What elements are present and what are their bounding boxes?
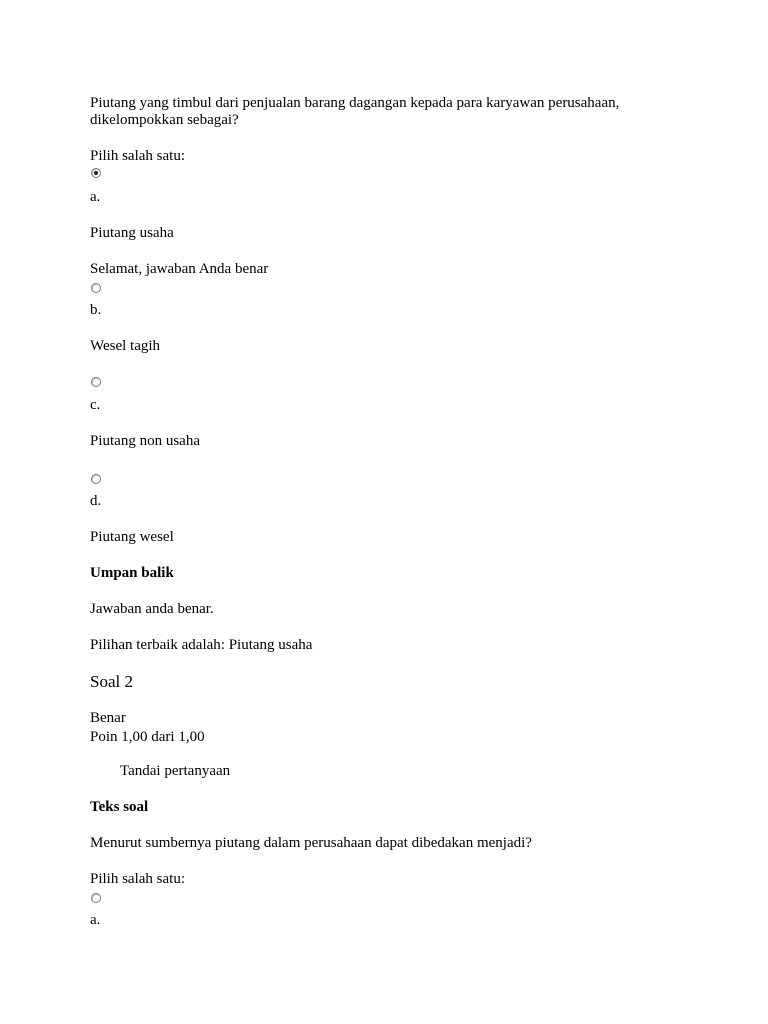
option-d-text[interactable]: Piutang wesel <box>90 529 174 545</box>
option-a-radio[interactable] <box>91 168 101 178</box>
option-c-letter: c. <box>90 397 101 413</box>
option-b-text[interactable]: Wesel tagih <box>90 338 161 354</box>
question-2-text: Menurut sumbernya piutang dalam perusahaan dapat dibedakan menjadi? <box>90 835 532 851</box>
question-2-heading: Teks soal <box>90 799 149 815</box>
best-answer: Pilihan terbaik adalah: Piutang usaha <box>90 637 313 653</box>
question-2-prompt: Pilih salah satu: <box>90 871 185 887</box>
question-2-title: Soal 2 <box>90 672 133 691</box>
question-1-text-line-2: dikelompokkan sebagai? <box>90 112 239 128</box>
feedback-text: Jawaban anda benar. <box>90 601 214 617</box>
question-1-prompt: Pilih salah satu: <box>90 148 185 164</box>
q2-option-a-radio[interactable] <box>91 893 101 903</box>
option-a-text[interactable]: Piutang usaha <box>90 225 174 241</box>
option-d-letter: d. <box>90 493 102 509</box>
feedback-heading: Umpan balik <box>90 565 174 581</box>
option-a-letter: a. <box>90 189 101 205</box>
q2-option-a-letter: a. <box>90 912 101 928</box>
question-2-points: Poin 1,00 dari 1,00 <box>90 729 205 745</box>
option-a-feedback: Selamat, jawaban Anda benar <box>90 261 269 277</box>
option-b-letter: b. <box>90 302 102 318</box>
option-d-radio[interactable] <box>91 474 101 484</box>
question-2-status: Benar <box>90 710 126 726</box>
option-b-radio[interactable] <box>91 283 101 293</box>
option-c-radio[interactable] <box>91 377 101 387</box>
flag-question-link[interactable]: Tandai pertanyaan <box>120 763 231 779</box>
option-c-text[interactable]: Piutang non usaha <box>90 433 200 449</box>
question-1-text-line-1: Piutang yang timbul dari penjualan barang dagangan kepada para karyawan perusahaan, <box>90 95 620 111</box>
